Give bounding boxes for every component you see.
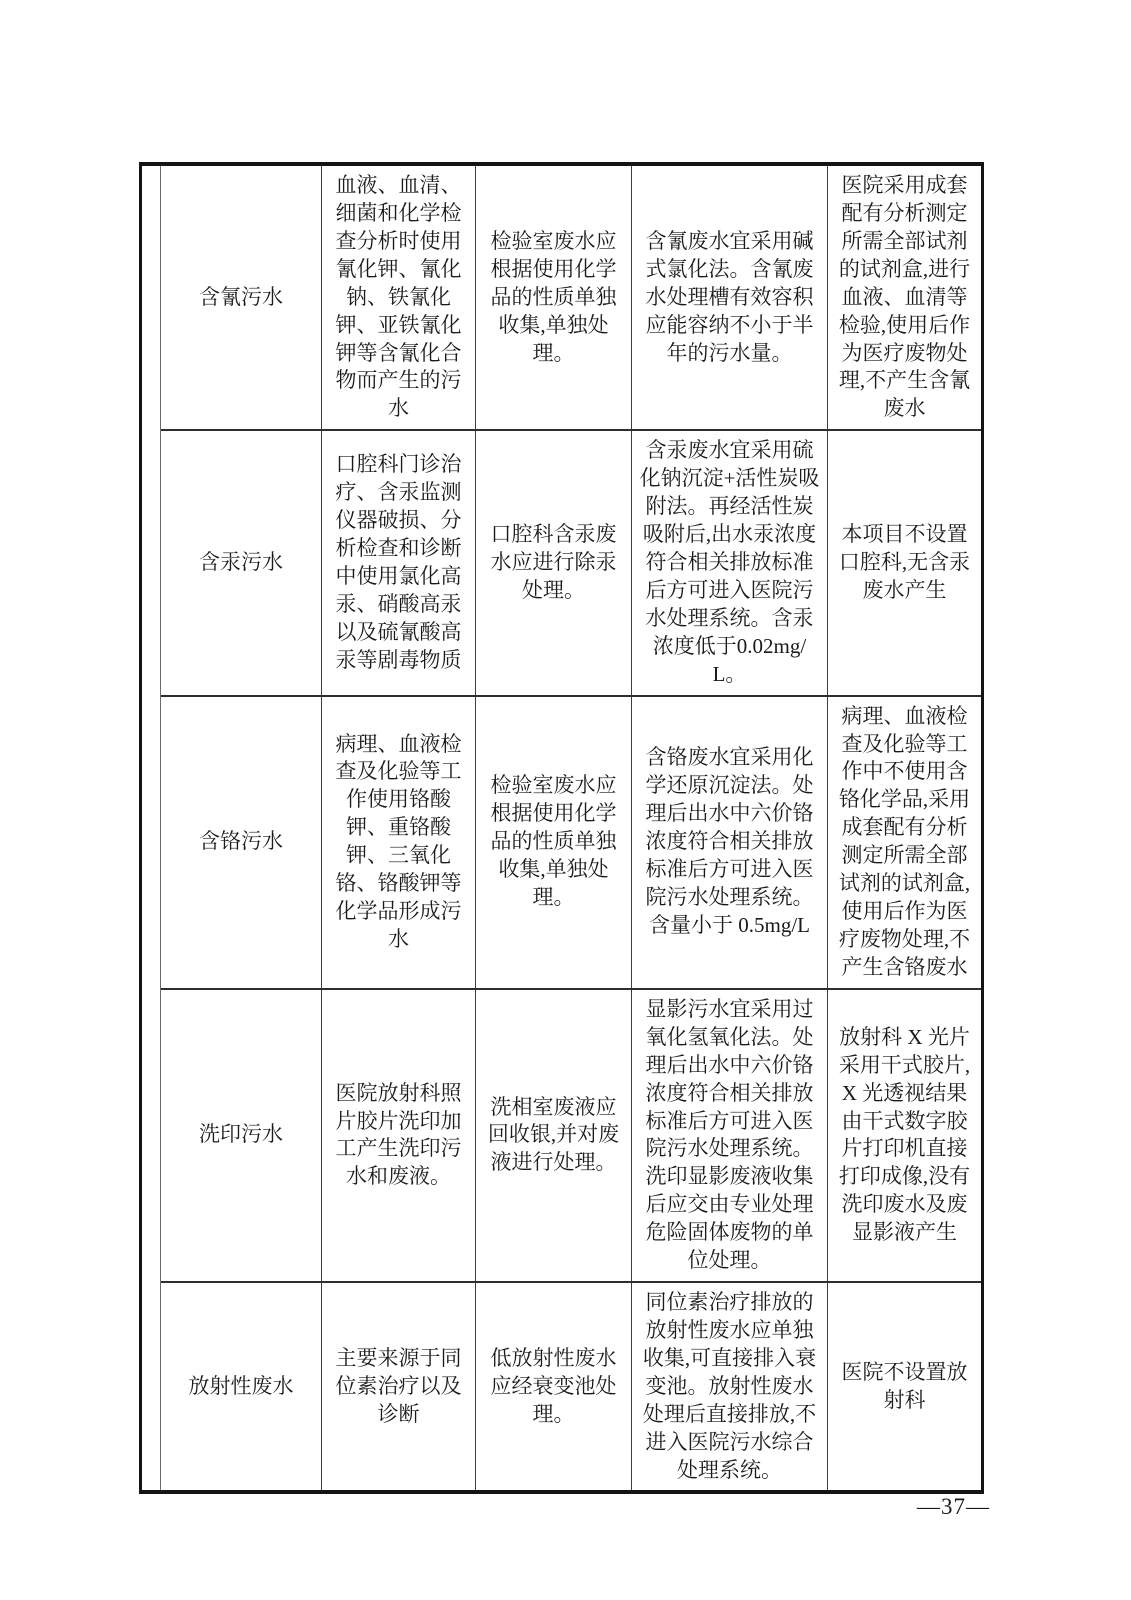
treatment-cell: 显影污水宜采用过氧化氢氧化法。处理后出水中六价铬浓度符合相关排放标准后方可进入医院污水处理系统。洗印显影废液收集后应交由专业处理危险固体废物的单位处理。 — [632, 990, 828, 1281]
collection-cell: 口腔科含汞废水应进行除汞处理。 — [476, 431, 632, 694]
category-cell: 放射性废水 — [161, 1283, 322, 1490]
collection-cell: 检验室废水应根据使用化学品的性质单独收集,单独处理。 — [476, 697, 632, 988]
table-row — [161, 431, 981, 696]
project-cell: 医院采用成套配有分析测定所需全部试剂的试剂盒,进行血液、血清等检验,使用后作为医疗废物处理,不产生含氰废水 — [838, 173, 971, 421]
project-cell: 病理、血液检查及化验等工作中不使用含铬化学品,采用成套配有分析测定所需全部试剂的试剂盒,使用后作为医疗废物处理,不产生含铬废水 — [838, 703, 971, 979]
category-cell: 含氰污水 — [161, 166, 322, 429]
source-cell: 血液、血清、细菌和化学检查分析时使用氰化钾、氰化钠、铁氰化钾、亚铁氰化钾等含氰化合物而产生的污水 — [322, 166, 476, 429]
table-row — [161, 1283, 981, 1490]
project-cell: 医院不设置放射科 — [841, 1359, 968, 1412]
table-rows — [161, 166, 981, 1490]
source-cell: 医院放射科照片胶片洗印加工产生洗印污水和废液。 — [322, 990, 476, 1281]
treatment-cell: 同位素治疗排放的放射性废水应单独收集,可直接排入衰变池。放射性废水处理后直接排放,不进入医院污水综合处理系统。 — [632, 1283, 828, 1490]
collection-cell: 检验室废水应根据使用化学品的性质单独收集,单独处理。 — [476, 166, 632, 429]
source-cell: 病理、血液检查及化验等工作使用铬酸钾、重铬酸钾、三氧化铬、铬酸钾等化学品形成污水 — [322, 697, 476, 988]
collection-cell: 低放射性废水应经衰变池处理。 — [476, 1283, 632, 1490]
collection-cell: 洗相室废液应回收银,并对废液进行处理。 — [476, 990, 632, 1281]
treatment-cell: 含氰废水宜采用碱式氯化法。含氰废水处理槽有效容积应能容纳不小于半年的污水量。 — [632, 166, 828, 429]
category-cell: 洗印污水 — [161, 990, 322, 1281]
source-cell: 口腔科门诊治疗、含汞监测仪器破损、分析检查和诊断中使用氯化高汞、硝酸高汞以及硫氰酸高汞等剧毒物质 — [322, 431, 476, 694]
page-number: —37— — [917, 1494, 990, 1519]
table-row — [161, 697, 981, 990]
table-spanner-column — [142, 166, 161, 1490]
wastewater-table — [139, 162, 984, 1494]
category-cell: 含铬污水 — [161, 697, 322, 988]
treatment-cell: 含汞废水宜采用硫化钠沉淀+活性炭吸附法。再经活性炭吸附后,出水汞浓度符合相关排放标准后方可进入医院污水处理系统。含汞浓度低于0.02mg/L。 — [632, 431, 828, 694]
project-cell: 本项目不设置口腔科,无含汞废水产生 — [838, 522, 971, 602]
treatment-cell: 含铬废水宜采用化学还原沉淀法。处理后出水中六价铬浓度符合相关排放标准后方可进入医院污水处理系统。含量小于 0.5mg/L — [632, 697, 828, 988]
project-cell: 放射科 X 光片采用干式胶片,X 光透视结果由干式数字胶片打印机直接打印成像,没有洗印废水及废显影液产生 — [838, 1024, 971, 1245]
table-row — [161, 990, 981, 1283]
table-row — [161, 166, 981, 431]
source-cell: 主要来源于同位素治疗以及诊断 — [322, 1283, 476, 1490]
category-cell: 含汞污水 — [161, 431, 322, 694]
